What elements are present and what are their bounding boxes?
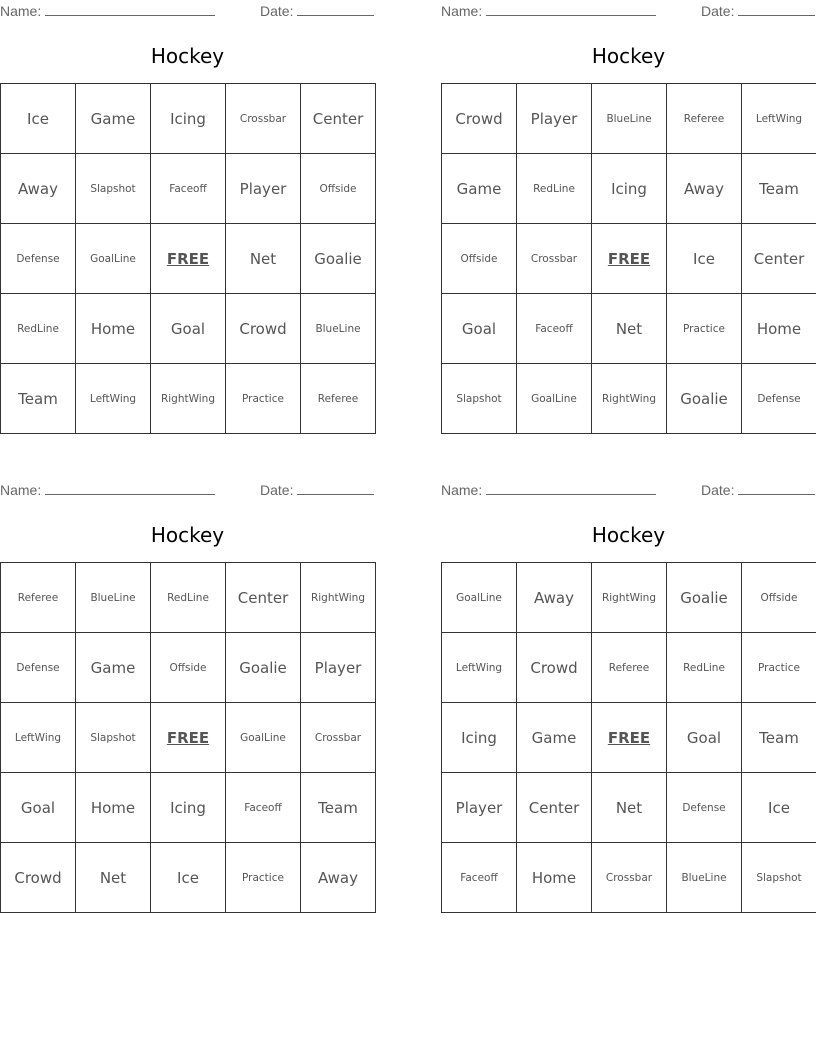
- card-title: Hockey: [150, 523, 225, 547]
- bingo-cell: Center: [742, 224, 816, 294]
- bingo-cell: Goal: [151, 294, 226, 364]
- bingo-cell: Player: [226, 154, 301, 224]
- bingo-cell: Home: [742, 294, 816, 364]
- card-title: Hockey: [591, 44, 666, 68]
- bingo-cell: Practice: [742, 633, 816, 703]
- bingo-cell: Offside: [151, 633, 226, 703]
- bingo-cell: Faceoff: [442, 843, 517, 913]
- date-label: Date:: [701, 3, 735, 19]
- date-field: [701, 481, 815, 498]
- bingo-cell: Goal: [667, 703, 742, 773]
- bingo-cell: Referee: [592, 633, 667, 703]
- bingo-cell: Offside: [301, 154, 376, 224]
- grid-row: [1, 563, 376, 633]
- bingo-cell: Player: [442, 773, 517, 843]
- bingo-cell: Icing: [151, 773, 226, 843]
- bingo-cell: Goalie: [301, 224, 376, 294]
- bingo-grid: [441, 83, 816, 434]
- grid-row: [442, 703, 816, 773]
- bingo-cell: BlueLine: [592, 84, 667, 154]
- bingo-cell: Crowd: [226, 294, 301, 364]
- bingo-cell: Away: [1, 154, 76, 224]
- date-label: Date:: [260, 3, 294, 19]
- bingo-cell: Practice: [226, 364, 301, 434]
- bingo-cell: LeftWing: [442, 633, 517, 703]
- card-header: [0, 479, 376, 501]
- grid-row: [442, 773, 816, 843]
- grid-row: [442, 154, 816, 224]
- grid-row: [442, 563, 816, 633]
- date-blank-line: [738, 481, 815, 495]
- bingo-cell: Home: [76, 773, 151, 843]
- bingo-cell: Slapshot: [442, 364, 517, 434]
- bingo-cell: Offside: [742, 563, 816, 633]
- grid-row: [442, 633, 816, 703]
- bingo-cell: GoalLine: [517, 364, 592, 434]
- free-space: FREE: [151, 224, 226, 294]
- grid-row: [442, 364, 816, 434]
- bingo-cell: Icing: [442, 703, 517, 773]
- bingo-cell: BlueLine: [667, 843, 742, 913]
- grid-row: [1, 843, 376, 913]
- grid-row: [1, 294, 376, 364]
- bingo-cell: Player: [517, 84, 592, 154]
- card-header: [0, 0, 376, 22]
- bingo-cell: Crowd: [442, 84, 517, 154]
- bingo-cell: LeftWing: [1, 703, 76, 773]
- bingo-cell: Crowd: [1, 843, 76, 913]
- grid-row: [1, 154, 376, 224]
- bingo-cell: GoalLine: [442, 563, 517, 633]
- free-space: FREE: [592, 703, 667, 773]
- bingo-cell: Crowd: [517, 633, 592, 703]
- date-label: Date:: [260, 482, 294, 498]
- bingo-cell: Faceoff: [517, 294, 592, 364]
- bingo-cell: RedLine: [517, 154, 592, 224]
- bingo-cell: Net: [76, 843, 151, 913]
- card-header: [441, 479, 816, 501]
- bingo-cell: Center: [517, 773, 592, 843]
- bingo-cell: Defense: [1, 633, 76, 703]
- bingo-grid: [0, 83, 376, 434]
- bingo-cell: Defense: [667, 773, 742, 843]
- bingo-grid: [0, 562, 376, 913]
- bingo-cell: Icing: [151, 84, 226, 154]
- bingo-cell: Referee: [301, 364, 376, 434]
- bingo-cell: Practice: [226, 843, 301, 913]
- bingo-cell: Ice: [1, 84, 76, 154]
- bingo-cell: Team: [742, 154, 816, 224]
- grid-row: [1, 773, 376, 843]
- bingo-cell: Offside: [442, 224, 517, 294]
- bingo-cell: Game: [76, 633, 151, 703]
- bingo-cell: Crossbar: [592, 843, 667, 913]
- bingo-cell: BlueLine: [76, 563, 151, 633]
- free-space: FREE: [151, 703, 226, 773]
- bingo-cell: Team: [1, 364, 76, 434]
- bingo-cell: Ice: [151, 843, 226, 913]
- bingo-cell: LeftWing: [742, 84, 816, 154]
- date-label: Date:: [701, 482, 735, 498]
- date-field: [260, 481, 374, 498]
- name-blank-line: [45, 2, 215, 16]
- bingo-cell: Center: [226, 563, 301, 633]
- card-title: Hockey: [591, 523, 666, 547]
- bingo-cell: Practice: [667, 294, 742, 364]
- bingo-cell: RedLine: [1, 294, 76, 364]
- bingo-cell: Net: [592, 294, 667, 364]
- grid-row: [442, 294, 816, 364]
- bingo-cell: Home: [76, 294, 151, 364]
- bingo-cell: Referee: [667, 84, 742, 154]
- name-blank-line: [486, 2, 656, 16]
- bingo-cell: RightWing: [592, 563, 667, 633]
- date-blank-line: [297, 2, 374, 16]
- bingo-cell: Ice: [667, 224, 742, 294]
- date-blank-line: [297, 481, 374, 495]
- grid-row: [1, 84, 376, 154]
- grid-row: [442, 224, 816, 294]
- bingo-cell: LeftWing: [76, 364, 151, 434]
- bingo-cell: Defense: [1, 224, 76, 294]
- bingo-cell: Team: [301, 773, 376, 843]
- bingo-cell: GoalLine: [226, 703, 301, 773]
- grid-row: [1, 364, 376, 434]
- bingo-cell: Faceoff: [226, 773, 301, 843]
- date-blank-line: [738, 2, 815, 16]
- bingo-cell: Crossbar: [226, 84, 301, 154]
- bingo-cell: RightWing: [301, 563, 376, 633]
- bingo-card: [441, 479, 816, 887]
- grid-row: [1, 703, 376, 773]
- bingo-cell: Goal: [1, 773, 76, 843]
- free-space: FREE: [592, 224, 667, 294]
- bingo-cell: GoalLine: [76, 224, 151, 294]
- bingo-cell: Faceoff: [151, 154, 226, 224]
- name-label: Name:: [0, 3, 42, 19]
- name-field: [0, 2, 215, 19]
- bingo-cell: Net: [226, 224, 301, 294]
- bingo-cell: Slapshot: [76, 703, 151, 773]
- bingo-cell: Defense: [742, 364, 816, 434]
- name-blank-line: [45, 481, 215, 495]
- bingo-cell: Team: [742, 703, 816, 773]
- name-label: Name:: [0, 482, 42, 498]
- grid-row: [1, 633, 376, 703]
- card-header: [441, 0, 816, 22]
- name-label: Name:: [441, 3, 483, 19]
- bingo-cell: Net: [592, 773, 667, 843]
- bingo-cell: Crossbar: [301, 703, 376, 773]
- bingo-cell: Game: [442, 154, 517, 224]
- name-field: [441, 2, 656, 19]
- bingo-cell: Center: [301, 84, 376, 154]
- bingo-cell: Crossbar: [517, 224, 592, 294]
- name-label: Name:: [441, 482, 483, 498]
- bingo-cell: RightWing: [592, 364, 667, 434]
- bingo-cell: Icing: [592, 154, 667, 224]
- date-field: [260, 2, 374, 19]
- bingo-cell: RedLine: [151, 563, 226, 633]
- bingo-cell: Slapshot: [742, 843, 816, 913]
- grid-row: [442, 843, 816, 913]
- bingo-cell: Goalie: [667, 364, 742, 434]
- bingo-cell: RedLine: [667, 633, 742, 703]
- bingo-cell: BlueLine: [301, 294, 376, 364]
- date-field: [701, 2, 815, 19]
- name-field: [441, 481, 656, 498]
- bingo-cell: Goal: [442, 294, 517, 364]
- bingo-cell: Player: [301, 633, 376, 703]
- grid-row: [442, 84, 816, 154]
- bingo-cell: Goalie: [226, 633, 301, 703]
- bingo-cell: Away: [301, 843, 376, 913]
- grid-row: [1, 224, 376, 294]
- bingo-cell: Away: [667, 154, 742, 224]
- name-field: [0, 481, 215, 498]
- bingo-cell: Slapshot: [76, 154, 151, 224]
- bingo-cell: Referee: [1, 563, 76, 633]
- bingo-card: [441, 0, 816, 408]
- name-blank-line: [486, 481, 656, 495]
- bingo-cell: Game: [76, 84, 151, 154]
- bingo-card: [0, 479, 376, 887]
- bingo-card: [0, 0, 376, 408]
- bingo-cell: RightWing: [151, 364, 226, 434]
- bingo-cell: Home: [517, 843, 592, 913]
- bingo-grid: [441, 562, 816, 913]
- bingo-cell: Away: [517, 563, 592, 633]
- bingo-cell: Game: [517, 703, 592, 773]
- bingo-cell: Goalie: [667, 563, 742, 633]
- bingo-cell: Ice: [742, 773, 816, 843]
- card-title: Hockey: [150, 44, 225, 68]
